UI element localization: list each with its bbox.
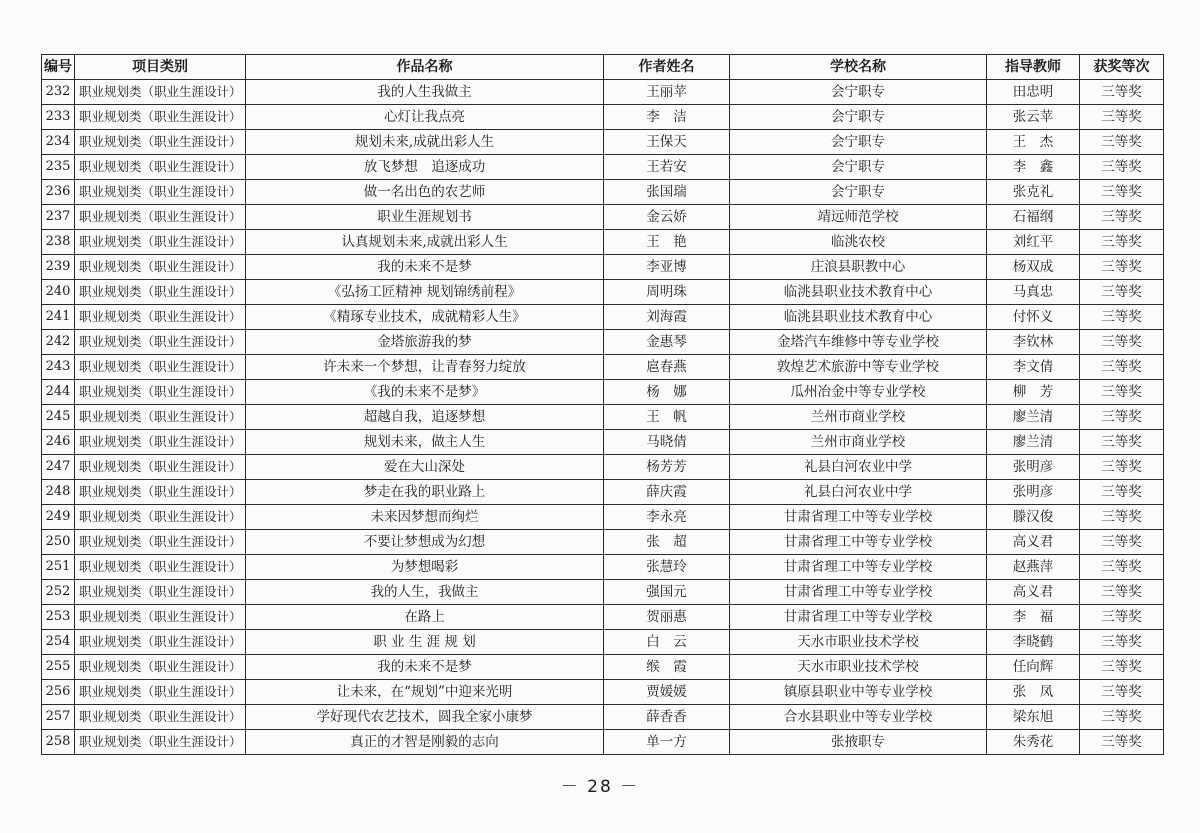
cell-school: 张掖职专 <box>730 730 987 755</box>
table-row <box>42 705 1164 730</box>
table-row <box>42 580 1164 605</box>
cell-advisor: 高义君 <box>987 580 1080 605</box>
cell-number: 243 <box>42 355 75 380</box>
cell-work-title: 未来因梦想而绚烂 <box>246 505 604 530</box>
table-row <box>42 255 1164 280</box>
cell-school: 临洮县职业技术教育中心 <box>730 280 987 305</box>
cell-work-title: 做一名出色的农艺师 <box>246 180 604 205</box>
cell-author: 王丽苹 <box>604 80 730 105</box>
cell-award: 三等奖 <box>1080 605 1164 630</box>
cell-school: 天水市职业技术学校 <box>730 655 987 680</box>
cell-number: 254 <box>42 630 75 655</box>
cell-award: 三等奖 <box>1080 455 1164 480</box>
cell-award: 三等奖 <box>1080 505 1164 530</box>
cell-work-title: 金塔旅游我的梦 <box>246 330 604 355</box>
cell-author: 王 帆 <box>604 405 730 430</box>
cell-author: 李永亮 <box>604 505 730 530</box>
cell-number: 232 <box>42 80 75 105</box>
cell-award: 三等奖 <box>1080 480 1164 505</box>
cell-category: 职业规划类（职业生涯设计） <box>75 730 246 755</box>
cell-number: 246 <box>42 430 75 455</box>
cell-school: 兰州市商业学校 <box>730 405 987 430</box>
table-row <box>42 530 1164 555</box>
cell-work-title: 规划未来，做主人生 <box>246 430 604 455</box>
cell-school: 甘肃省理工中等专业学校 <box>730 505 987 530</box>
cell-author: 贺丽惠 <box>604 605 730 630</box>
cell-category: 职业规划类（职业生涯设计） <box>75 605 246 630</box>
cell-number: 258 <box>42 730 75 755</box>
cell-award: 三等奖 <box>1080 555 1164 580</box>
cell-category: 职业规划类（职业生涯设计） <box>75 280 246 305</box>
cell-award: 三等奖 <box>1080 280 1164 305</box>
cell-school: 庄浪县职教中心 <box>730 255 987 280</box>
cell-author: 杨芳芳 <box>604 455 730 480</box>
cell-category: 职业规划类（职业生涯设计） <box>75 105 246 130</box>
cell-number: 242 <box>42 330 75 355</box>
cell-advisor: 高义君 <box>987 530 1080 555</box>
cell-advisor: 张明彦 <box>987 480 1080 505</box>
cell-work-title: 让未来，在“规划”中迎来光明 <box>246 680 604 705</box>
cell-award: 三等奖 <box>1080 530 1164 555</box>
cell-number: 244 <box>42 380 75 405</box>
cell-category: 职业规划类（职业生涯设计） <box>75 380 246 405</box>
cell-author: 薛庆霞 <box>604 480 730 505</box>
cell-number: 253 <box>42 605 75 630</box>
cell-advisor: 马真忠 <box>987 280 1080 305</box>
cell-author: 金云娇 <box>604 205 730 230</box>
cell-number: 257 <box>42 705 75 730</box>
cell-number: 249 <box>42 505 75 530</box>
cell-author: 白 云 <box>604 630 730 655</box>
cell-category: 职业规划类（职业生涯设计） <box>75 230 246 255</box>
page-number: － 28 － <box>560 777 640 797</box>
cell-work-title: 我的人生我做主 <box>246 80 604 105</box>
cell-school: 甘肃省理工中等专业学校 <box>730 580 987 605</box>
cell-work-title: 我的未来不是梦 <box>246 255 604 280</box>
cell-category: 职业规划类（职业生涯设计） <box>75 505 246 530</box>
table-row <box>42 630 1164 655</box>
cell-advisor: 张克礼 <box>987 180 1080 205</box>
cell-author: 强国元 <box>604 580 730 605</box>
cell-category: 职业规划类（职业生涯设计） <box>75 430 246 455</box>
cell-number: 247 <box>42 455 75 480</box>
cell-work-title: 心灯让我点亮 <box>246 105 604 130</box>
cell-work-title: 学好现代农艺技术，圆我全家小康梦 <box>246 705 604 730</box>
cell-advisor: 梁东旭 <box>987 705 1080 730</box>
awards-table <box>41 54 1164 755</box>
cell-advisor: 廖兰清 <box>987 430 1080 455</box>
table-row <box>42 130 1164 155</box>
cell-award: 三等奖 <box>1080 430 1164 455</box>
table-row <box>42 180 1164 205</box>
cell-work-title: 认真规划未来,成就出彩人生 <box>246 230 604 255</box>
table-row <box>42 505 1164 530</box>
cell-author: 张国瑞 <box>604 180 730 205</box>
cell-school: 靖远师范学校 <box>730 205 987 230</box>
table-body <box>42 80 1164 755</box>
cell-number: 234 <box>42 130 75 155</box>
cell-award: 三等奖 <box>1080 630 1164 655</box>
cell-number: 255 <box>42 655 75 680</box>
cell-school: 兰州市商业学校 <box>730 430 987 455</box>
header-category: 项目类别 <box>75 55 246 80</box>
cell-award: 三等奖 <box>1080 80 1164 105</box>
cell-award: 三等奖 <box>1080 155 1164 180</box>
cell-school: 会宁职专 <box>730 180 987 205</box>
cell-award: 三等奖 <box>1080 255 1164 280</box>
cell-advisor: 李 鑫 <box>987 155 1080 180</box>
cell-number: 233 <box>42 105 75 130</box>
cell-number: 238 <box>42 230 75 255</box>
cell-school: 礼县白河农业中学 <box>730 480 987 505</box>
cell-work-title: 《弘扬工匠精神 规划锦绣前程》 <box>246 280 604 305</box>
cell-category: 职业规划类（职业生涯设计） <box>75 330 246 355</box>
cell-advisor: 廖兰清 <box>987 405 1080 430</box>
cell-category: 职业规划类（职业生涯设计） <box>75 305 246 330</box>
cell-number: 245 <box>42 405 75 430</box>
cell-author: 张 超 <box>604 530 730 555</box>
cell-school: 礼县白河农业中学 <box>730 455 987 480</box>
cell-award: 三等奖 <box>1080 105 1164 130</box>
table-row <box>42 105 1164 130</box>
table-row <box>42 605 1164 630</box>
cell-author: 刘海霞 <box>604 305 730 330</box>
header-author: 作者姓名 <box>604 55 730 80</box>
cell-category: 职业规划类（职业生涯设计） <box>75 530 246 555</box>
cell-work-title: 超越自我，追逐梦想 <box>246 405 604 430</box>
cell-category: 职业规划类（职业生涯设计） <box>75 580 246 605</box>
cell-award: 三等奖 <box>1080 580 1164 605</box>
header-work-title: 作品名称 <box>246 55 604 80</box>
cell-work-title: 在路上 <box>246 605 604 630</box>
table-row <box>42 330 1164 355</box>
cell-award: 三等奖 <box>1080 405 1164 430</box>
table-row <box>42 455 1164 480</box>
cell-award: 三等奖 <box>1080 180 1164 205</box>
cell-number: 256 <box>42 680 75 705</box>
table-row <box>42 80 1164 105</box>
cell-advisor: 李晓鹤 <box>987 630 1080 655</box>
cell-author: 王保天 <box>604 130 730 155</box>
cell-number: 239 <box>42 255 75 280</box>
table-row <box>42 555 1164 580</box>
cell-category: 职业规划类（职业生涯设计） <box>75 655 246 680</box>
table-row <box>42 355 1164 380</box>
cell-author: 单一方 <box>604 730 730 755</box>
cell-category: 职业规划类（职业生涯设计） <box>75 205 246 230</box>
cell-advisor: 张云苹 <box>987 105 1080 130</box>
cell-advisor: 付怀义 <box>987 305 1080 330</box>
cell-author: 李亚博 <box>604 255 730 280</box>
cell-category: 职业规划类（职业生涯设计） <box>75 255 246 280</box>
cell-school: 会宁职专 <box>730 80 987 105</box>
cell-author: 薛香香 <box>604 705 730 730</box>
cell-advisor: 赵燕萍 <box>987 555 1080 580</box>
cell-author: 王 艳 <box>604 230 730 255</box>
cell-author: 贾媛媛 <box>604 680 730 705</box>
cell-category: 职业规划类（职业生涯设计） <box>75 180 246 205</box>
header-school: 学校名称 <box>730 55 987 80</box>
cell-work-title: 职 业 生 涯 规 划 <box>246 630 604 655</box>
table-row <box>42 305 1164 330</box>
cell-advisor: 李钦林 <box>987 330 1080 355</box>
cell-advisor: 刘红平 <box>987 230 1080 255</box>
cell-school: 临洮县职业技术教育中心 <box>730 305 987 330</box>
cell-school: 甘肃省理工中等专业学校 <box>730 605 987 630</box>
cell-work-title: 《精琢专业技术，成就精彩人生》 <box>246 305 604 330</box>
cell-author: 马晓倩 <box>604 430 730 455</box>
cell-category: 职业规划类（职业生涯设计） <box>75 355 246 380</box>
cell-author: 周明珠 <box>604 280 730 305</box>
header-number: 编号 <box>42 55 75 80</box>
cell-work-title: 放飞梦想 追逐成功 <box>246 155 604 180</box>
cell-category: 职业规划类（职业生涯设计） <box>75 630 246 655</box>
cell-number: 241 <box>42 305 75 330</box>
cell-author: 李 洁 <box>604 105 730 130</box>
table-row <box>42 480 1164 505</box>
cell-author: 缑 霞 <box>604 655 730 680</box>
cell-school: 金塔汽车维修中等专业学校 <box>730 330 987 355</box>
cell-school: 敦煌艺术旅游中等专业学校 <box>730 355 987 380</box>
table-row <box>42 730 1164 755</box>
cell-category: 职业规划类（职业生涯设计） <box>75 480 246 505</box>
cell-work-title: 职业生涯规划书 <box>246 205 604 230</box>
cell-school: 临洮农校 <box>730 230 987 255</box>
cell-category: 职业规划类（职业生涯设计） <box>75 455 246 480</box>
cell-advisor: 王 杰 <box>987 130 1080 155</box>
cell-advisor: 任向辉 <box>987 655 1080 680</box>
cell-school: 合水县职业中等专业学校 <box>730 705 987 730</box>
cell-award: 三等奖 <box>1080 130 1164 155</box>
cell-number: 250 <box>42 530 75 555</box>
cell-award: 三等奖 <box>1080 330 1164 355</box>
cell-work-title: 真正的才智是刚毅的志向 <box>246 730 604 755</box>
cell-number: 237 <box>42 205 75 230</box>
cell-number: 240 <box>42 280 75 305</box>
table-row <box>42 680 1164 705</box>
table-row <box>42 155 1164 180</box>
cell-school: 会宁职专 <box>730 155 987 180</box>
cell-author: 扈春燕 <box>604 355 730 380</box>
cell-work-title: 我的人生，我做主 <box>246 580 604 605</box>
cell-number: 236 <box>42 180 75 205</box>
cell-award: 三等奖 <box>1080 730 1164 755</box>
cell-category: 职业规划类（职业生涯设计） <box>75 155 246 180</box>
cell-author: 张慧玲 <box>604 555 730 580</box>
cell-advisor: 田忠明 <box>987 80 1080 105</box>
cell-category: 职业规划类（职业生涯设计） <box>75 705 246 730</box>
cell-category: 职业规划类（职业生涯设计） <box>75 80 246 105</box>
cell-award: 三等奖 <box>1080 380 1164 405</box>
cell-work-title: 规划未来,成就出彩人生 <box>246 130 604 155</box>
cell-work-title: 为梦想喝彩 <box>246 555 604 580</box>
cell-author: 王若安 <box>604 155 730 180</box>
cell-work-title: 爱在大山深处 <box>246 455 604 480</box>
cell-advisor: 滕汉俊 <box>987 505 1080 530</box>
cell-number: 252 <box>42 580 75 605</box>
cell-author: 金惠琴 <box>604 330 730 355</box>
table-row <box>42 430 1164 455</box>
cell-work-title: 我的未来不是梦 <box>246 655 604 680</box>
cell-work-title: 《我的未来不是梦》 <box>246 380 604 405</box>
table-row <box>42 280 1164 305</box>
table-row <box>42 230 1164 255</box>
cell-advisor: 李文倩 <box>987 355 1080 380</box>
cell-advisor: 杨双成 <box>987 255 1080 280</box>
cell-award: 三等奖 <box>1080 655 1164 680</box>
cell-category: 职业规划类（职业生涯设计） <box>75 405 246 430</box>
table-row <box>42 380 1164 405</box>
cell-advisor: 张 凤 <box>987 680 1080 705</box>
cell-award: 三等奖 <box>1080 355 1164 380</box>
table-row <box>42 405 1164 430</box>
cell-school: 会宁职专 <box>730 105 987 130</box>
cell-award: 三等奖 <box>1080 205 1164 230</box>
cell-advisor: 李 福 <box>987 605 1080 630</box>
cell-category: 职业规划类（职业生涯设计） <box>75 680 246 705</box>
cell-number: 248 <box>42 480 75 505</box>
cell-school: 甘肃省理工中等专业学校 <box>730 555 987 580</box>
cell-school: 镇原县职业中等专业学校 <box>730 680 987 705</box>
cell-award: 三等奖 <box>1080 705 1164 730</box>
cell-advisor: 柳 芳 <box>987 380 1080 405</box>
table-header-row <box>42 55 1164 80</box>
cell-award: 三等奖 <box>1080 305 1164 330</box>
header-award: 获奖等次 <box>1080 55 1164 80</box>
cell-award: 三等奖 <box>1080 230 1164 255</box>
cell-school: 甘肃省理工中等专业学校 <box>730 530 987 555</box>
cell-work-title: 不要让梦想成为幻想 <box>246 530 604 555</box>
cell-school: 瓜州冶金中等专业学校 <box>730 380 987 405</box>
cell-work-title: 梦走在我的职业路上 <box>246 480 604 505</box>
cell-advisor: 朱秀花 <box>987 730 1080 755</box>
header-advisor: 指导教师 <box>987 55 1080 80</box>
cell-school: 天水市职业技术学校 <box>730 630 987 655</box>
cell-advisor: 张明彦 <box>987 455 1080 480</box>
cell-category: 职业规划类（职业生涯设计） <box>75 130 246 155</box>
cell-author: 杨 娜 <box>604 380 730 405</box>
table-row <box>42 205 1164 230</box>
cell-award: 三等奖 <box>1080 680 1164 705</box>
cell-number: 251 <box>42 555 75 580</box>
cell-category: 职业规划类（职业生涯设计） <box>75 555 246 580</box>
cell-work-title: 许未来一个梦想，让青春努力绽放 <box>246 355 604 380</box>
cell-advisor: 石福纲 <box>987 205 1080 230</box>
cell-number: 235 <box>42 155 75 180</box>
cell-school: 会宁职专 <box>730 130 987 155</box>
table-row <box>42 655 1164 680</box>
